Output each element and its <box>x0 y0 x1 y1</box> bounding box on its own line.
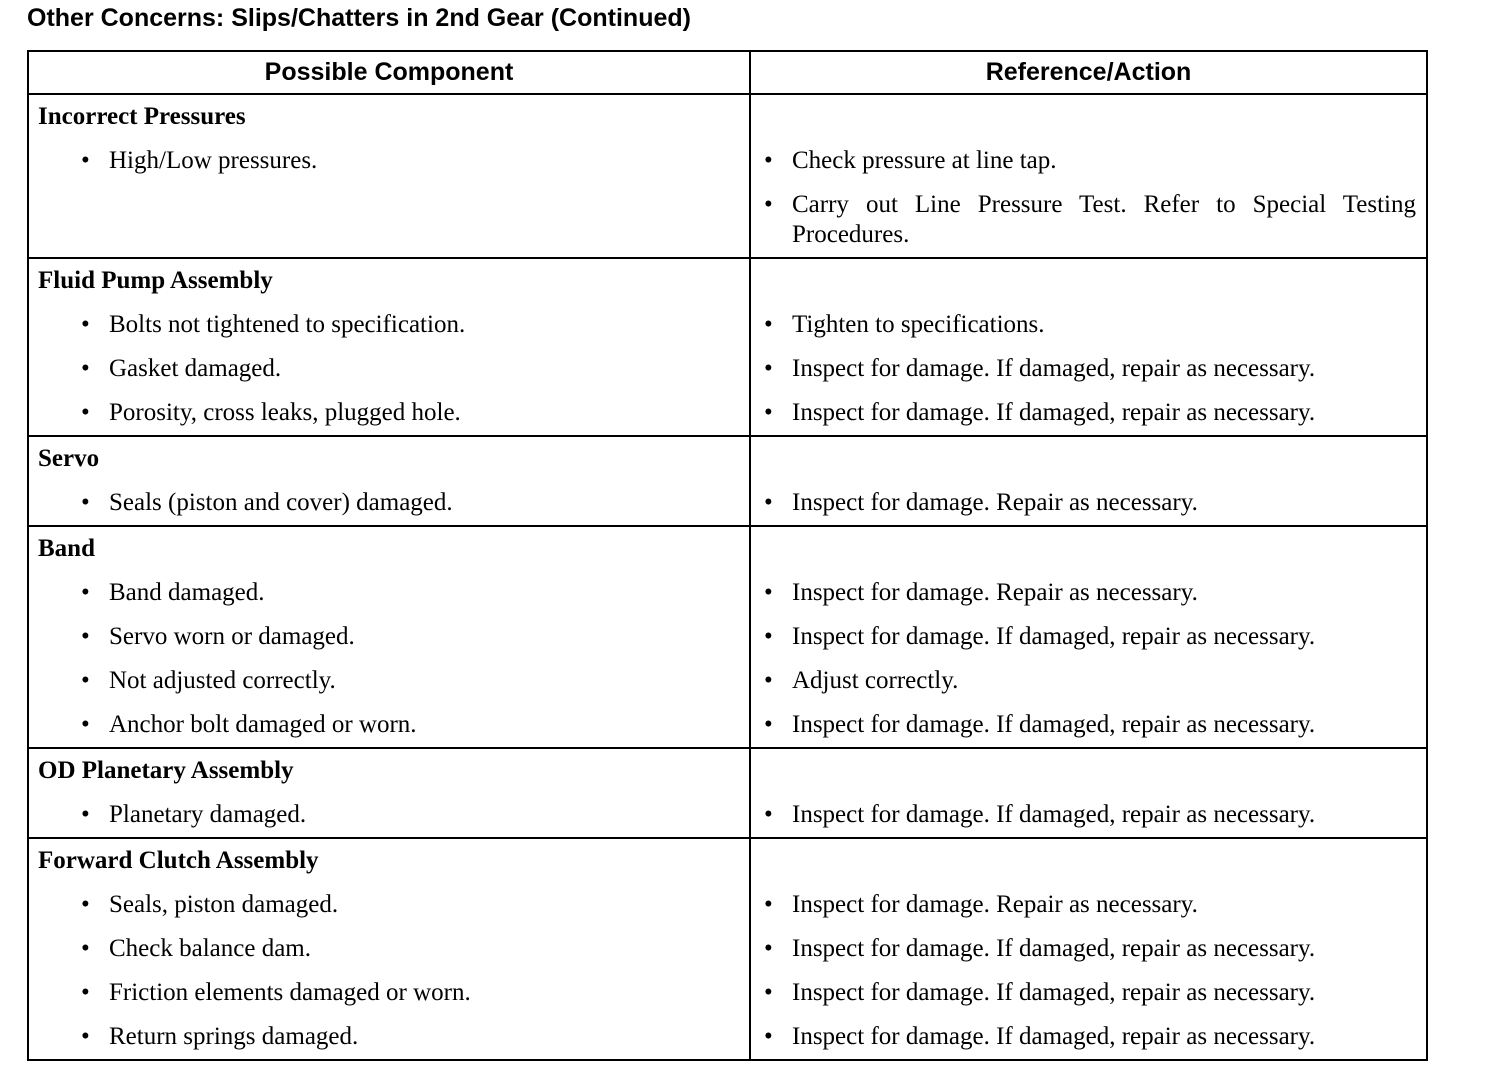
component-bullet <box>29 488 739 518</box>
table-row <box>28 971 1427 1015</box>
table-row <box>28 139 1427 258</box>
component-text: Band damaged. <box>109 579 265 606</box>
component-bullet <box>29 398 739 428</box>
action-bullet <box>751 666 1416 696</box>
component-cell <box>28 303 750 347</box>
group-title-row <box>28 748 1427 793</box>
action-cell <box>750 883 1427 927</box>
group-title-row <box>28 94 1427 139</box>
group-title: Fluid Pump Assembly <box>28 258 750 303</box>
component-text: Anchor bolt damaged or worn. <box>109 711 417 738</box>
component-cell <box>28 793 750 838</box>
component-cell <box>28 481 750 526</box>
action-text: Inspect for damage. If damaged, repair as necessary. <box>792 1023 1316 1050</box>
component-cell <box>28 703 750 748</box>
action-bullet <box>751 622 1416 652</box>
action-cell <box>750 927 1427 971</box>
bullet-icon: • <box>764 891 773 918</box>
bullet-icon: • <box>764 311 773 338</box>
table-row <box>28 793 1427 838</box>
group-title-empty-cell <box>750 838 1427 883</box>
bullet-icon: • <box>764 399 773 426</box>
component-text: Servo worn or damaged. <box>109 623 355 650</box>
component-bullet <box>29 890 739 920</box>
action-cell <box>750 703 1427 748</box>
action-text: Inspect for damage. If damaged, repair as necessary. <box>792 801 1316 828</box>
bullet-icon: • <box>764 489 773 516</box>
bullet-icon: • <box>81 667 90 694</box>
component-bullet <box>29 978 739 1008</box>
action-text: Inspect for damage. If damaged, repair as necessary. <box>792 623 1316 650</box>
group-title-empty-cell <box>750 748 1427 793</box>
action-text: Inspect for damage. If damaged, repair as necessary. <box>792 399 1316 426</box>
component-text: Check balance dam. <box>109 935 311 962</box>
action-text: Inspect for damage. Repair as necessary. <box>792 891 1198 918</box>
table-body <box>28 94 1427 1060</box>
bullet-icon: • <box>764 355 773 382</box>
page-title: Other Concerns: Slips/Chatters in 2nd Gear (Continued) <box>27 4 691 32</box>
component-cell <box>28 347 750 391</box>
action-text: Inspect for damage. If damaged, repair as necessary. <box>792 711 1316 738</box>
component-bullet <box>29 710 739 740</box>
action-text: Carry out Line Pressure Test. Refer to Special Testing Procedures. <box>792 191 1416 248</box>
component-bullet <box>29 666 739 696</box>
action-text: Tighten to specifications. <box>792 311 1045 338</box>
component-cell <box>28 971 750 1015</box>
component-text: Gasket damaged. <box>109 355 282 382</box>
action-cell <box>750 971 1427 1015</box>
bullet-icon: • <box>764 1023 773 1050</box>
table-row <box>28 703 1427 748</box>
group-title-row <box>28 258 1427 303</box>
table-row <box>28 303 1427 347</box>
bullet-icon: • <box>81 935 90 962</box>
component-cell <box>28 659 750 703</box>
component-text: Porosity, cross leaks, plugged hole. <box>109 399 461 426</box>
bullet-icon: • <box>81 1023 90 1050</box>
group-title: Servo <box>28 436 750 481</box>
bullet-icon: • <box>764 801 773 828</box>
bullet-icon: • <box>764 935 773 962</box>
action-cell <box>750 391 1427 436</box>
bullet-icon: • <box>764 711 773 738</box>
component-bullet <box>29 578 739 608</box>
table-row <box>28 927 1427 971</box>
action-bullet <box>751 354 1416 384</box>
table-row <box>28 1015 1427 1060</box>
action-text: Inspect for damage. If damaged, repair as necessary. <box>792 935 1316 962</box>
component-bullet <box>29 354 739 384</box>
action-bullet <box>751 488 1416 518</box>
action-cell <box>750 1015 1427 1060</box>
group-title-empty-cell <box>750 258 1427 303</box>
component-text: Seals, piston damaged. <box>109 891 339 918</box>
action-cell <box>750 793 1427 838</box>
action-cell <box>750 481 1427 526</box>
component-cell <box>28 615 750 659</box>
table-header-row <box>28 51 1427 94</box>
action-bullet <box>751 710 1416 740</box>
component-text: Bolts not tightened to specification. <box>109 311 466 338</box>
bullet-icon: • <box>81 979 90 1006</box>
group-title: Forward Clutch Assembly <box>28 838 750 883</box>
action-cell <box>750 571 1427 615</box>
component-text: High/Low pressures. <box>109 147 318 174</box>
action-bullet <box>751 934 1416 964</box>
component-bullet <box>29 310 739 340</box>
bullet-icon: • <box>81 311 90 338</box>
bullet-icon: • <box>81 579 90 606</box>
action-bullet <box>751 146 1416 176</box>
component-bullet <box>29 800 739 830</box>
action-bullet <box>751 800 1416 830</box>
table-row <box>28 659 1427 703</box>
action-bullet <box>751 398 1416 428</box>
component-cell <box>28 391 750 436</box>
component-cell <box>28 927 750 971</box>
table-row <box>28 571 1427 615</box>
table-row <box>28 615 1427 659</box>
bullet-icon: • <box>81 891 90 918</box>
table-row <box>28 883 1427 927</box>
bullet-icon: • <box>81 801 90 828</box>
group-title-empty-cell <box>750 526 1427 571</box>
action-text: Inspect for damage. If damaged, repair as necessary. <box>792 979 1316 1006</box>
table-row <box>28 481 1427 526</box>
header-possible-component: Possible Component <box>28 51 750 94</box>
action-text: Inspect for damage. If damaged, repair as necessary. <box>792 355 1316 382</box>
action-text: Inspect for damage. Repair as necessary. <box>792 489 1198 516</box>
group-title: OD Planetary Assembly <box>28 748 750 793</box>
group-title: Band <box>28 526 750 571</box>
action-text: Check pressure at line tap. <box>792 147 1057 174</box>
component-cell <box>28 139 750 258</box>
bullet-icon: • <box>764 147 773 174</box>
component-text: Seals (piston and cover) damaged. <box>109 489 453 516</box>
action-bullet <box>751 578 1416 608</box>
action-cell <box>750 615 1427 659</box>
header-reference-action: Reference/Action <box>750 51 1427 94</box>
bullet-icon: • <box>764 191 773 218</box>
bullet-icon: • <box>764 979 773 1006</box>
component-bullet <box>29 622 739 652</box>
component-text: Planetary damaged. <box>109 801 307 828</box>
action-cell <box>750 303 1427 347</box>
table-row <box>28 391 1427 436</box>
bullet-icon: • <box>81 147 90 174</box>
component-cell <box>28 883 750 927</box>
action-cell <box>750 347 1427 391</box>
component-cell <box>28 571 750 615</box>
bullet-icon: • <box>81 489 90 516</box>
group-title: Incorrect Pressures <box>28 94 750 139</box>
action-cell <box>750 659 1427 703</box>
component-bullet <box>29 146 739 176</box>
bullet-icon: • <box>81 399 90 426</box>
table-row <box>28 347 1427 391</box>
group-title-empty-cell <box>750 436 1427 481</box>
action-bullet <box>751 890 1416 920</box>
action-bullet <box>751 310 1416 340</box>
group-title-row <box>28 526 1427 571</box>
action-text: Inspect for damage. Repair as necessary. <box>792 579 1198 606</box>
action-bullet <box>751 190 1416 250</box>
action-bullet <box>751 978 1416 1008</box>
component-text: Return springs damaged. <box>109 1023 359 1050</box>
group-title-row <box>28 436 1427 481</box>
component-bullet <box>29 934 739 964</box>
bullet-icon: • <box>764 579 773 606</box>
action-bullet <box>751 1022 1416 1052</box>
diagnosis-table <box>27 50 1428 1061</box>
bullet-icon: • <box>764 623 773 650</box>
bullet-icon: • <box>81 355 90 382</box>
component-text: Friction elements damaged or worn. <box>109 979 471 1006</box>
component-bullet <box>29 1022 739 1052</box>
bullet-icon: • <box>764 667 773 694</box>
bullet-icon: • <box>81 623 90 650</box>
action-cell <box>750 139 1427 258</box>
group-title-empty-cell <box>750 94 1427 139</box>
action-text: Adjust correctly. <box>792 667 959 694</box>
bullet-icon: • <box>81 711 90 738</box>
component-text: Not adjusted correctly. <box>109 667 336 694</box>
group-title-row <box>28 838 1427 883</box>
component-cell <box>28 1015 750 1060</box>
